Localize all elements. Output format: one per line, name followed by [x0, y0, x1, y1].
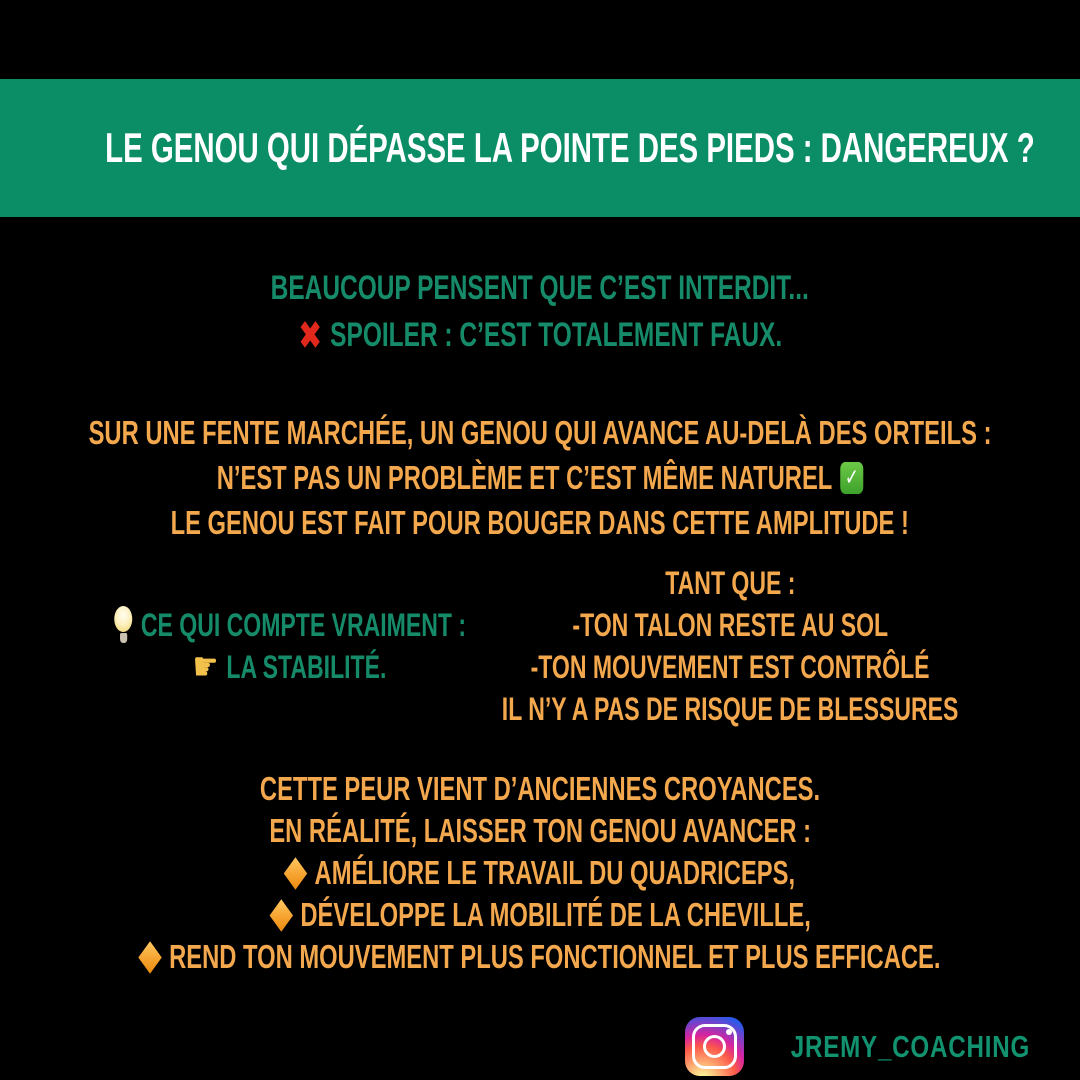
explanation-line-2	[0, 810, 1080, 852]
claim-section	[0, 410, 1080, 545]
header-band	[0, 79, 1080, 217]
intro-line-2	[0, 312, 1080, 359]
claim-line-3-text: LE GENOU EST FAIT POUR BOUGER DANS CETTE AMPLITUDE !	[170, 503, 910, 541]
claim-line-1-text: SUR UNE FENTE MARCHÉE, UN GENOU QUI AVANCE AU-DELÀ DES ORTEILS :	[88, 413, 992, 451]
instagram-badge	[685, 1017, 1064, 1076]
claim-line-2	[0, 455, 1080, 500]
right-column-line-3-text: -TON MOUVEMENT EST CONTRÔLÉ	[530, 648, 930, 685]
right-column-line-4	[380, 688, 1080, 730]
explanation-bullet-2	[0, 894, 1080, 936]
explanation-bullet-1	[0, 852, 1080, 894]
explanation-bullet-3	[0, 936, 1080, 978]
left-column-line-1-text: CE QUI COMPTE VRAIMENT :	[141, 606, 467, 643]
intro-line-2-text: SPOILER : C’EST TOTALEMENT FAUX.	[330, 316, 783, 354]
intro-section	[0, 265, 1080, 359]
explanation-line-1-text: CETTE PEUR VIENT D’ANCIENNES CROYANCES.	[259, 770, 821, 807]
red-cross-icon: ✖	[297, 313, 323, 358]
green-check-icon: ✓	[840, 462, 863, 494]
right-column-line-2	[380, 604, 1080, 646]
orange-diamond-icon	[269, 899, 292, 932]
orange-diamond-icon	[284, 857, 307, 890]
explanation-line-1	[0, 768, 1080, 810]
lightbulb-icon	[114, 606, 133, 644]
right-column-line-2-text: -TON TALON RESTE AU SOL	[572, 606, 888, 643]
claim-line-3	[0, 500, 1080, 545]
right-column-line-1-text: TANT QUE :	[664, 564, 796, 601]
claim-line-1	[0, 410, 1080, 455]
explanation-section	[0, 768, 1080, 978]
explanation-bullet-1-text: AMÉLIORE LE TRAVAIL DU QUADRICEPS,	[314, 854, 796, 891]
right-column	[380, 562, 1080, 730]
instagram-icon	[685, 1017, 744, 1076]
explanation-line-2-text: EN RÉALITÉ, LAISSER TON GENOU AVANCER :	[269, 812, 811, 849]
intro-line-1	[0, 265, 1080, 312]
header-inner	[0, 122, 1080, 174]
claim-line-2-text: N’EST PAS UN PROBLÈME ET C’EST MÊME NATUREL	[216, 458, 833, 496]
right-column-line-1	[380, 562, 1080, 604]
pointing-finger-icon: ☛	[193, 645, 219, 689]
page-title: LE GENOU QUI DÉPASSE LA POINTE DES PIEDS : DANGEREUX ?	[105, 124, 1035, 171]
instagram-handle: JREMY_COACHING	[790, 1028, 1031, 1064]
right-column-line-3	[380, 646, 1080, 688]
left-column-line-2-text: LA STABILITÉ.	[226, 648, 387, 685]
orange-diamond-icon	[139, 941, 162, 974]
explanation-bullet-3-text: REND TON MOUVEMENT PLUS FONCTIONNEL ET PLUS EFFICACE.	[169, 938, 941, 975]
intro-line-1-text: BEAUCOUP PENSENT QUE C’EST INTERDIT...	[270, 269, 810, 307]
instagram-icon-dot	[726, 1029, 732, 1035]
right-column-line-4-text: IL N’Y A PAS DE RISQUE DE BLESSURES	[501, 690, 959, 727]
explanation-bullet-2-text: DÉVELOPPE LA MOBILITÉ DE LA CHEVILLE,	[299, 896, 811, 933]
